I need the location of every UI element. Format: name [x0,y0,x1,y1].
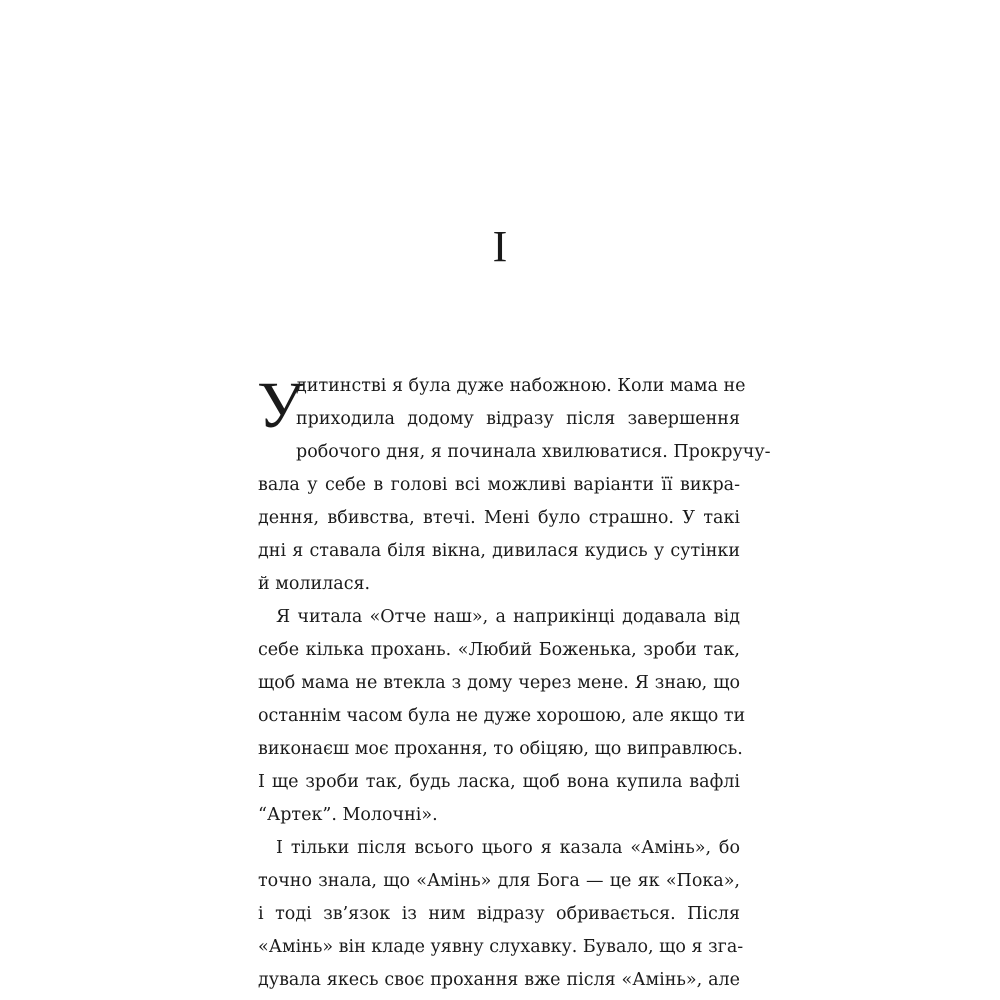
text-line: дення, вбивства, втечі. Мені було страшно. У такі [258,508,740,528]
text-line: Я читала «Отче наш», а наприкінці додавала від [276,607,740,627]
text-line: й молилася. [258,574,371,594]
text-line: робочого дня, я починала хвилюватися. Прокручу- [296,442,771,462]
chapter-number: I [492,222,508,271]
text-line: дитинстві я була дуже набожною. Коли мама не [296,376,746,396]
text-line: і тоді зв’язок із ним відразу обривається. Після [258,904,740,924]
text-line: «Амінь» він кладе уявну слухавку. Бувало, що я зга- [258,937,744,957]
text-line: І ще зроби так, будь ласка, щоб вона купила вафлі [258,772,740,792]
body-text [257,369,771,997]
text-line: дні я ставала біля вікна, дивилася кудись у сутінки [258,541,740,561]
drop-cap: У [257,369,304,442]
text-line: точно знала, що «Амінь» для Бога — це як «Пока», [258,871,740,891]
text-line: І тільки після всього цього я казала «Амінь», бо [276,838,740,858]
text-line: останнім часом була не дуже хорошою, але якщо ти [258,706,746,726]
text-line: виконаєш моє прохання, то обіцяю, що виправлюсь. [258,739,743,759]
text-line: приходила додому відразу після завершення [296,409,740,429]
text-line: “Артек”. Молочні». [258,805,438,825]
text-line: дувала якесь своє прохання вже після «Амінь», але [258,970,740,990]
text-line: себе кілька прохань. «Любий Боженька, зроби так, [258,640,740,660]
text-line: вала у себе в голові всі можливі варіанти її викра- [258,475,740,495]
text-line: щоб мама не втекла з дому через мене. Я знаю, що [258,673,740,693]
